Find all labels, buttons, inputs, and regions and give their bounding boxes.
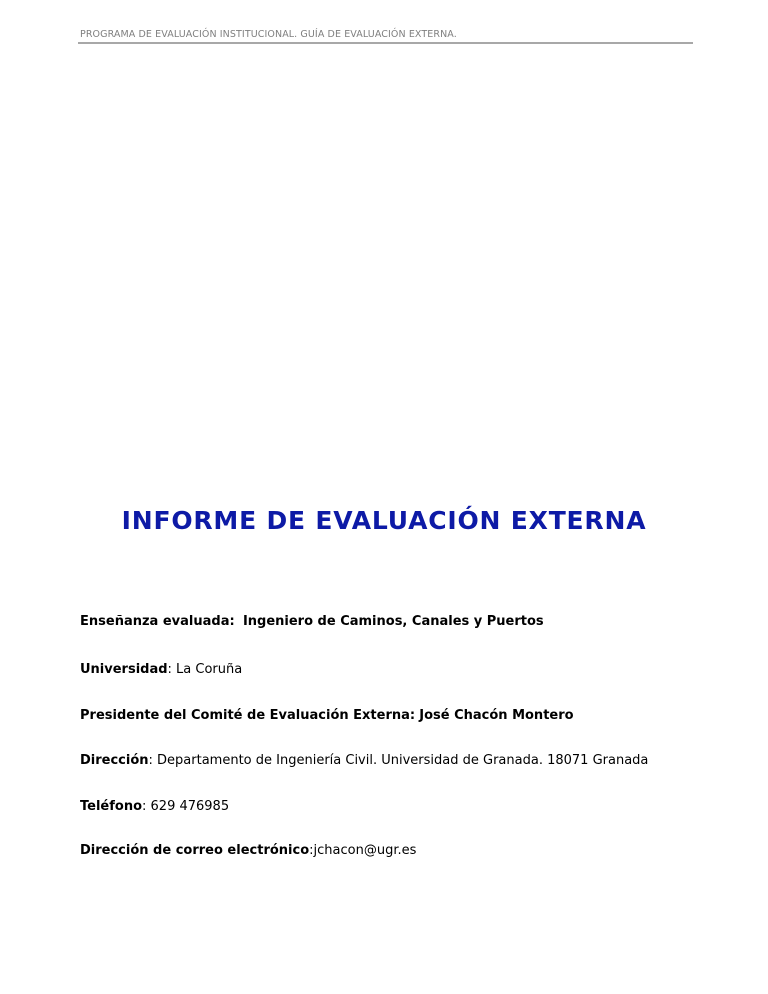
field-correo-electronico (80, 843, 416, 859)
field-telefono (80, 799, 229, 815)
running-header-title: PROGRAMA DE EVALUACIÓN INSTITUCIONAL. GUÍA DE EVALUACIÓN EXTERNA. (80, 29, 457, 40)
field-label: Enseñanza evaluada: (80, 614, 235, 629)
field-value: :jchacon@ugr.es (309, 843, 417, 858)
field-label: Universidad (80, 662, 168, 677)
field-value: : Departamento de Ingeniería Civil. Universidad de Granada. 18071 Granada (148, 753, 649, 768)
field-value: : 629 476985 (142, 799, 230, 814)
document-title: INFORME DE EVALUACIÓN EXTERNA (121, 506, 647, 535)
field-label: Presidente del Comité de Evaluación Externa: (80, 708, 416, 723)
field-ensenanza-evaluada (80, 614, 544, 630)
field-label: Dirección de correo electrónico (80, 843, 310, 858)
field-presidente-comite (80, 708, 574, 724)
field-value: : La Coruña (167, 662, 243, 677)
field-universidad (80, 662, 242, 678)
page-header (78, 29, 693, 44)
field-value: Ingeniero de Caminos, Canales y Puertos (242, 614, 544, 629)
field-label: Dirección (80, 753, 149, 768)
field-direccion (80, 753, 648, 769)
field-label: Teléfono (80, 799, 143, 814)
field-value: José Chacón Montero (419, 708, 574, 723)
